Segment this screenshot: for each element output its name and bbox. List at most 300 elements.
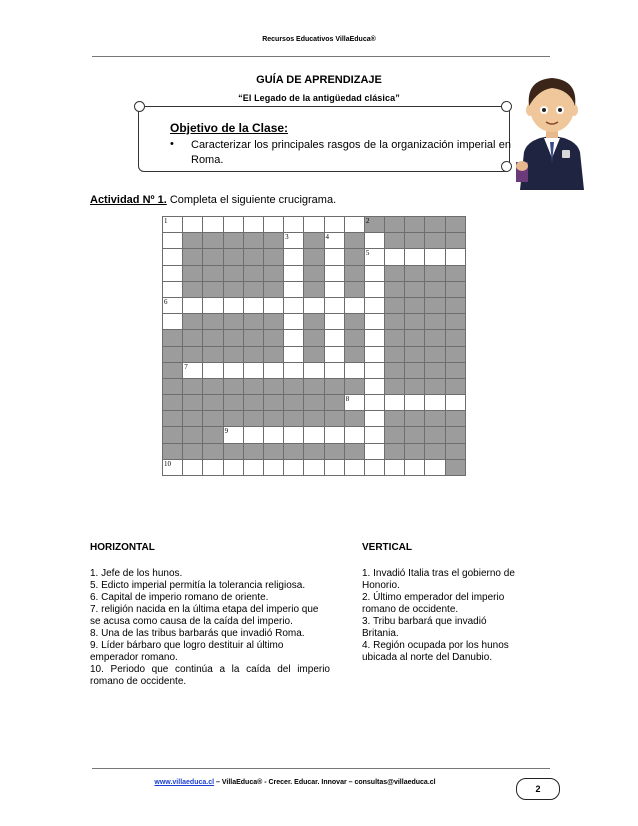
crossword-block: [183, 378, 203, 394]
crossword-block: [445, 427, 465, 443]
vertical-clue: 1. Invadió Italia tras el gobierno de Honorio.: [362, 568, 515, 591]
crossword-cell[interactable]: [364, 233, 384, 249]
crossword-block: [203, 330, 223, 346]
crossword-cell[interactable]: [284, 265, 304, 281]
guide-title: GUÍA DE APRENDIZAJE: [256, 74, 382, 86]
crossword-cell[interactable]: [243, 459, 263, 475]
crossword-cell[interactable]: [405, 459, 425, 475]
crossword-row: [163, 330, 466, 346]
crossword-block: [405, 443, 425, 459]
crossword-cell[interactable]: [405, 249, 425, 265]
crossword-row: [163, 265, 466, 281]
crossword-row: [163, 217, 466, 233]
crossword-cell[interactable]: [324, 265, 344, 281]
crossword-block: [344, 249, 364, 265]
vertical-clue: 2. Último emperador del imperio romano de occidente.: [362, 592, 505, 615]
crossword-cell[interactable]: [263, 362, 283, 378]
crossword-block: [405, 314, 425, 330]
crossword-cell[interactable]: [263, 297, 283, 313]
crossword-block: [324, 411, 344, 427]
crossword-block: [304, 411, 324, 427]
crossword-cell[interactable]: [163, 314, 183, 330]
crossword-cell[interactable]: [163, 233, 183, 249]
crossword-cell[interactable]: [304, 217, 324, 233]
crossword-block: [344, 346, 364, 362]
crossword-grid: [162, 216, 466, 476]
crossword-block: [445, 443, 465, 459]
crossword-cell[interactable]: [344, 362, 364, 378]
crossword-block: [445, 330, 465, 346]
crossword-block: [405, 411, 425, 427]
crossword-block: [385, 265, 405, 281]
crossword-block: [263, 395, 283, 411]
crossword-block: [243, 378, 263, 394]
crossword-cell[interactable]: [385, 249, 405, 265]
crossword-block: [304, 249, 324, 265]
crossword-block: [183, 395, 203, 411]
clue-number: 3: [285, 233, 289, 242]
crossword-cell[interactable]: [304, 297, 324, 313]
crossword-block: [364, 217, 384, 233]
crossword-block: [203, 395, 223, 411]
crossword-block: [243, 314, 263, 330]
crossword-row: [163, 297, 466, 313]
crossword-cell[interactable]: [223, 297, 243, 313]
crossword-cell[interactable]: [284, 281, 304, 297]
crossword-cell[interactable]: [284, 330, 304, 346]
crossword-block: [445, 346, 465, 362]
crossword-block: [405, 265, 425, 281]
crossword-cell[interactable]: [284, 362, 304, 378]
page-number: 2: [516, 778, 560, 800]
crossword-block: [163, 411, 183, 427]
crossword-block: [163, 330, 183, 346]
crossword-block: [304, 314, 324, 330]
crossword-block: [385, 427, 405, 443]
crossword-block: [243, 233, 263, 249]
crossword-block: [243, 249, 263, 265]
crossword-row: [163, 411, 466, 427]
crossword-cell[interactable]: [284, 217, 304, 233]
crossword-block: [445, 411, 465, 427]
crossword-row: [163, 378, 466, 394]
crossword-block: [163, 443, 183, 459]
crossword-block: [284, 443, 304, 459]
crossword-block: [243, 265, 263, 281]
crossword-cell[interactable]: [284, 427, 304, 443]
crossword-block: [243, 281, 263, 297]
crossword-block: [385, 217, 405, 233]
crossword-block: [445, 233, 465, 249]
crossword-row: [163, 395, 466, 411]
crossword-cell[interactable]: [425, 395, 445, 411]
crossword-block: [405, 427, 425, 443]
crossword-cell[interactable]: [445, 249, 465, 265]
crossword-cell[interactable]: [324, 233, 344, 249]
crossword-block: [445, 281, 465, 297]
crossword-block: [203, 314, 223, 330]
footer-text: – VillaEduca® - Crecer. Educar. Innovar – consultas@villaeduca.cl: [214, 779, 436, 786]
horizontal-clue: 5. Edicto imperial permitía la tolerancia religiosa.: [90, 580, 306, 591]
crossword-block: [203, 427, 223, 443]
crossword-block: [163, 378, 183, 394]
clue-number: 5: [365, 249, 370, 258]
crossword-block: [425, 314, 445, 330]
clue-number: 4: [325, 233, 329, 242]
crossword-block: [163, 362, 183, 378]
horizontal-clue: 6. Capital de imperio romano de oriente.: [90, 592, 269, 603]
crossword-cell[interactable]: [324, 362, 344, 378]
scroll-curl-icon: [134, 101, 145, 112]
crossword-block: [385, 346, 405, 362]
crossword-row: [163, 443, 466, 459]
crossword-block: [223, 378, 243, 394]
crossword-block: [223, 443, 243, 459]
crossword-block: [304, 330, 324, 346]
scroll-curl-icon: [501, 101, 512, 112]
crossword-block: [304, 281, 324, 297]
crossword-block: [385, 378, 405, 394]
crossword-block: [203, 233, 223, 249]
crossword-cell[interactable]: [324, 346, 344, 362]
crossword-block: [304, 346, 324, 362]
crossword-cell[interactable]: [284, 297, 304, 313]
crossword-block: [263, 314, 283, 330]
crossword-block: [304, 378, 324, 394]
crossword-row: [163, 281, 466, 297]
crossword-block: [324, 378, 344, 394]
crossword-cell[interactable]: [304, 362, 324, 378]
crossword-cell[interactable]: [163, 281, 183, 297]
crossword-block: [183, 346, 203, 362]
crossword-cell[interactable]: [243, 362, 263, 378]
page-header: Recursos Educativos VillaEduca®: [262, 36, 376, 43]
crossword-block: [405, 281, 425, 297]
crossword-block: [284, 411, 304, 427]
crossword-block: [183, 281, 203, 297]
footer-link[interactable]: www.villaeduca.cl: [154, 779, 215, 786]
crossword-block: [163, 427, 183, 443]
clue-number: 1: [164, 217, 168, 225]
crossword-cell[interactable]: [364, 443, 384, 459]
crossword-cell[interactable]: [364, 249, 384, 265]
crossword-block: [425, 233, 445, 249]
crossword-block: [344, 378, 364, 394]
crossword-block: [344, 411, 364, 427]
crossword-cell[interactable]: [364, 362, 384, 378]
crossword-block: [183, 443, 203, 459]
horizontal-clue: 1. Jefe de los hunos.: [90, 568, 183, 579]
crossword-block: [203, 443, 223, 459]
crossword-cell[interactable]: [284, 314, 304, 330]
crossword-cell[interactable]: [324, 297, 344, 313]
crossword-cell[interactable]: [304, 427, 324, 443]
crossword-block: [243, 346, 263, 362]
crossword-cell[interactable]: [324, 330, 344, 346]
crossword-block: [445, 265, 465, 281]
crossword-block: [183, 265, 203, 281]
crossword-block: [183, 233, 203, 249]
crossword-block: [344, 314, 364, 330]
crossword-cell[interactable]: [263, 217, 283, 233]
crossword-block: [203, 378, 223, 394]
crossword-cell[interactable]: [364, 330, 384, 346]
crossword-block: [405, 346, 425, 362]
crossword-block: [425, 330, 445, 346]
crossword-cell[interactable]: [203, 297, 223, 313]
crossword-block: [223, 395, 243, 411]
crossword-block: [405, 233, 425, 249]
objective-text: Caracterizar los principales rasgos de la organización imperial en Roma.: [191, 139, 511, 166]
crossword-block: [183, 314, 203, 330]
crossword-block: [304, 265, 324, 281]
crossword-cell[interactable]: [163, 249, 183, 265]
crossword-block: [405, 330, 425, 346]
footer-divider: [92, 768, 550, 769]
guide-subtitle: “El Legado de la antigüedad clásica”: [238, 93, 400, 103]
horizontal-clue: 9. Líder bárbaro que logro destituir al último emperador romano.: [90, 640, 284, 663]
crossword-cell[interactable]: [425, 249, 445, 265]
horizontal-title: HORIZONTAL: [90, 542, 155, 553]
crossword-block: [243, 395, 263, 411]
crossword-cell[interactable]: [243, 217, 263, 233]
crossword-cell[interactable]: [304, 459, 324, 475]
crossword-block: [203, 411, 223, 427]
crossword-block: [405, 217, 425, 233]
activity-text: Completa el siguiente crucigrama.: [169, 194, 337, 206]
crossword-cell[interactable]: [344, 297, 364, 313]
crossword-block: [263, 443, 283, 459]
bullet-icon: •: [170, 138, 174, 150]
clue-number: 10: [164, 459, 171, 468]
crossword-block: [385, 411, 405, 427]
crossword-cell[interactable]: [344, 395, 364, 411]
crossword-block: [405, 297, 425, 313]
crossword-cell[interactable]: [163, 297, 183, 313]
objective-title: Objetivo de la Clase:: [170, 121, 289, 135]
crossword-cell[interactable]: [203, 459, 223, 475]
crossword-block: [203, 346, 223, 362]
page-footer: [90, 779, 500, 786]
crossword-block: [425, 443, 445, 459]
crossword-block: [183, 411, 203, 427]
crossword-row: [163, 459, 466, 475]
crossword-block: [203, 249, 223, 265]
crossword-block: [385, 233, 405, 249]
crossword-cell[interactable]: [223, 427, 243, 443]
crossword-block: [223, 281, 243, 297]
crossword-block: [405, 378, 425, 394]
crossword-block: [385, 362, 405, 378]
crossword-block: [324, 395, 344, 411]
crossword-block: [284, 378, 304, 394]
crossword-row: [163, 314, 466, 330]
crossword-cell[interactable]: [324, 281, 344, 297]
crossword-block: [223, 330, 243, 346]
crossword-cell[interactable]: [344, 427, 364, 443]
crossword-block: [385, 443, 405, 459]
crossword-block: [263, 411, 283, 427]
crossword-cell[interactable]: [183, 217, 203, 233]
crossword-block: [385, 281, 405, 297]
student-boy-illustration: [512, 66, 592, 190]
crossword-block: [445, 459, 465, 475]
crossword-cell[interactable]: [284, 459, 304, 475]
crossword-block: [425, 281, 445, 297]
crossword-cell[interactable]: [364, 265, 384, 281]
crossword-row: [163, 233, 466, 249]
crossword-cell[interactable]: [425, 459, 445, 475]
crossword-block: [445, 297, 465, 313]
crossword-block: [223, 346, 243, 362]
crossword-block: [324, 443, 344, 459]
crossword-cell[interactable]: [284, 249, 304, 265]
crossword-block: [223, 265, 243, 281]
crossword-cell[interactable]: [163, 459, 183, 475]
crossword-block: [163, 346, 183, 362]
crossword-cell[interactable]: [243, 297, 263, 313]
crossword-cell[interactable]: [223, 459, 243, 475]
crossword-block: [344, 330, 364, 346]
crossword-row: [163, 427, 466, 443]
crossword-block: [344, 233, 364, 249]
crossword-cell[interactable]: [385, 395, 405, 411]
vertical-clue: 4. Región ocupada por los hunos ubicada al norte del Danubio.: [362, 640, 509, 663]
crossword-cell[interactable]: [243, 427, 263, 443]
activity-label: Actividad Nº 1.: [90, 194, 167, 206]
crossword-block: [425, 378, 445, 394]
crossword-block: [263, 265, 283, 281]
crossword-block: [183, 427, 203, 443]
crossword-block: [203, 265, 223, 281]
crossword-cell[interactable]: [203, 217, 223, 233]
crossword-block: [425, 427, 445, 443]
activity-instruction: [90, 194, 336, 206]
crossword-cell[interactable]: [364, 459, 384, 475]
crossword-block: [263, 249, 283, 265]
crossword-block: [425, 217, 445, 233]
crossword-block: [243, 411, 263, 427]
crossword-block: [385, 330, 405, 346]
crossword-block: [425, 346, 445, 362]
crossword-cell[interactable]: [183, 362, 203, 378]
horizontal-clue: 10. Periodo que continúa a la caída del imperio romano de occidente.: [90, 664, 330, 687]
crossword-cell[interactable]: [324, 249, 344, 265]
crossword-row: [163, 346, 466, 362]
crossword-row: [163, 362, 466, 378]
crossword-cell[interactable]: [263, 459, 283, 475]
horizontal-clues: [90, 542, 330, 688]
crossword-block: [445, 378, 465, 394]
crossword-block: [445, 314, 465, 330]
crossword-block: [203, 281, 223, 297]
vertical-clues: [362, 542, 522, 664]
crossword-cell[interactable]: [324, 427, 344, 443]
crossword-cell[interactable]: [344, 459, 364, 475]
crossword-cell[interactable]: [284, 346, 304, 362]
horizontal-clue: 7. religión nacida en la última etapa del imperio que se acusa como causa de la caída del imperio.: [90, 604, 319, 627]
crossword-cell[interactable]: [364, 378, 384, 394]
crossword-cell[interactable]: [364, 395, 384, 411]
crossword-block: [223, 249, 243, 265]
crossword-row: [163, 249, 466, 265]
clue-number: 8: [345, 395, 350, 404]
crossword-cell[interactable]: [203, 362, 223, 378]
vertical-title: VERTICAL: [362, 542, 412, 553]
crossword-cell[interactable]: [223, 217, 243, 233]
header-divider: [92, 56, 550, 57]
crossword-block: [223, 314, 243, 330]
crossword-block: [304, 233, 324, 249]
crossword-block: [344, 265, 364, 281]
crossword-block: [243, 443, 263, 459]
crossword-cell[interactable]: [405, 395, 425, 411]
crossword-block: [223, 411, 243, 427]
crossword-cell[interactable]: [324, 314, 344, 330]
crossword-block: [425, 362, 445, 378]
crossword-block: [425, 265, 445, 281]
crossword-block: [223, 233, 243, 249]
clue-number: 2: [365, 217, 370, 225]
crossword-cell[interactable]: [324, 217, 344, 233]
crossword-cell[interactable]: [385, 459, 405, 475]
crossword-cell[interactable]: [163, 217, 183, 233]
crossword-block: [183, 330, 203, 346]
crossword-block: [243, 330, 263, 346]
crossword-cell[interactable]: [344, 217, 364, 233]
clue-number: 9: [224, 427, 229, 436]
clue-number: 6: [164, 297, 168, 306]
crossword-block: [425, 297, 445, 313]
crossword-block: [263, 346, 283, 362]
crossword-cell[interactable]: [445, 395, 465, 411]
crossword-block: [263, 330, 283, 346]
horizontal-clue: 8. Una de las tribus barbarás que invadió Roma.: [90, 628, 305, 639]
crossword-cell[interactable]: [364, 427, 384, 443]
crossword-block: [163, 395, 183, 411]
crossword-block: [183, 249, 203, 265]
crossword-block: [425, 411, 445, 427]
crossword-cell[interactable]: [183, 459, 203, 475]
crossword-block: [304, 443, 324, 459]
crossword-cell[interactable]: [263, 427, 283, 443]
crossword-cell[interactable]: [364, 411, 384, 427]
crossword-block: [304, 395, 324, 411]
crossword-cell[interactable]: [364, 314, 384, 330]
crossword-block: [445, 217, 465, 233]
vertical-clue: 3. Tribu barbará que invadió Britania.: [362, 616, 487, 639]
crossword-block: [344, 281, 364, 297]
crossword-block: [385, 314, 405, 330]
crossword-cell[interactable]: [223, 362, 243, 378]
crossword-block: [405, 362, 425, 378]
crossword-block: [263, 378, 283, 394]
crossword-cell[interactable]: [364, 281, 384, 297]
crossword-cell[interactable]: [183, 297, 203, 313]
clue-number: 7: [184, 362, 188, 371]
crossword-block: [263, 233, 283, 249]
crossword-cell[interactable]: [364, 297, 384, 313]
crossword-block: [284, 395, 304, 411]
crossword-block: [385, 297, 405, 313]
crossword-block: [263, 281, 283, 297]
crossword-cell[interactable]: [284, 233, 304, 249]
crossword-cell[interactable]: [364, 346, 384, 362]
crossword-block: [344, 443, 364, 459]
crossword-cell[interactable]: [163, 265, 183, 281]
crossword-block: [445, 362, 465, 378]
crossword-cell[interactable]: [324, 459, 344, 475]
